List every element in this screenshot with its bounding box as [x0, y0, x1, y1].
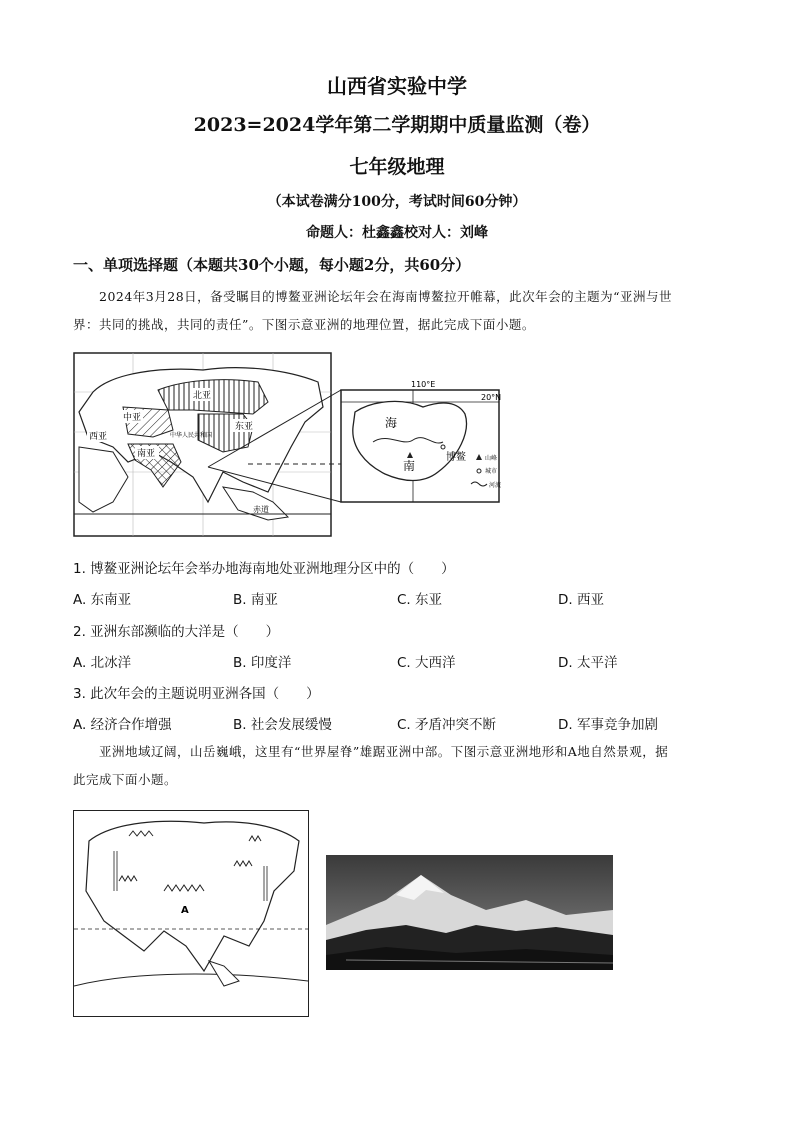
passage-1 [73, 283, 723, 339]
q3-option-c[interactable]: C. 矛盾冲突不断 [397, 717, 497, 733]
subject-title: 七年级地理 [349, 156, 445, 178]
inset-label-city: 博鳌 [446, 452, 466, 463]
legend-mountain: 山峰 [485, 455, 498, 462]
mountain-photo-svg [326, 855, 613, 970]
label-west-asia: 西亚 [89, 432, 108, 442]
passage-2-line-2: 此完成下面小题。 [73, 772, 178, 787]
label-central-asia: 中亚 [123, 413, 142, 423]
inset-label-hai: 海 [385, 416, 398, 430]
q1-option-d[interactable]: D. 西亚 [558, 592, 604, 608]
asia-location-map [73, 352, 523, 538]
legend-city-icon [477, 469, 481, 473]
label-china: 中华人民共和国 [170, 432, 213, 439]
q2-option-a[interactable]: A. 北冰洋 [73, 655, 132, 671]
q1-option-c[interactable]: C. 东亚 [397, 592, 443, 608]
question-2-stem: 2. 亚洲东部濒临的大洋是（ ） [73, 624, 280, 640]
asia-terrain-map [73, 810, 309, 1017]
q2-option-d[interactable]: D. 太平洋 [558, 655, 618, 671]
exam-info: （本试卷满分100分，考试时间60分钟） [267, 194, 527, 210]
school-name: 山西省实验中学 [327, 74, 467, 98]
label-east-asia: 东亚 [235, 422, 254, 432]
question-1-stem: 1. 博鳌亚洲论坛年会举办地海南地处亚洲地理分区中的（ ） [73, 561, 455, 577]
question-3-stem: 3. 此次年会的主题说明亚洲各国（ ） [73, 686, 320, 702]
asia-location-map-svg [73, 352, 523, 538]
passage-1-line-2: 界：共同的挑战，共同的责任”。下图示意亚洲的地理位置，据此完成下面小题。 [73, 317, 535, 332]
q3-option-a[interactable]: A. 经济合作增强 [73, 717, 172, 733]
q1-option-b[interactable]: B. 南亚 [233, 592, 278, 608]
q1-option-a[interactable]: A. 东南亚 [73, 592, 132, 608]
q3-option-d[interactable]: D. 军事竞争加剧 [558, 717, 658, 733]
q2-option-c[interactable]: C. 大西洋 [397, 655, 456, 671]
inset-lat-label: 20°N [481, 393, 502, 402]
q3-option-b[interactable]: B. 社会发展缓慢 [233, 717, 332, 733]
inset-lon-label: 110°E [411, 380, 436, 389]
exam-title: 2023=2024学年第二学期期中质量监测（卷） [193, 114, 601, 136]
legend-river: 河流 [489, 482, 502, 489]
terrain-point-a: A [181, 905, 189, 916]
label-north-asia: 北亚 [193, 391, 212, 401]
passage-2-line-1: 亚洲地域辽阔，山岳巍峨，这里有“世界屋脊”雄踞亚洲中部。下图示意亚洲地形和A地自然景观，据 [99, 744, 669, 759]
label-south-asia: 南亚 [137, 449, 156, 459]
mountain-landscape-photo [326, 855, 613, 970]
legend-city: 城市 [485, 468, 498, 475]
asia-terrain-map-svg [74, 811, 308, 1016]
section-heading: 一、单项选择题（本题共30个小题，每小题2分，共60分） [73, 256, 471, 274]
inset-label-nan: 南 [403, 459, 416, 473]
label-equator: 赤道 [253, 505, 269, 514]
authors-line: 命题人：杜鑫鑫校对人：刘峰 [306, 225, 488, 241]
passage-2 [73, 738, 723, 794]
q2-option-b[interactable]: B. 印度洋 [233, 655, 292, 671]
passage-1-line-1: 2024年3月28日，备受瞩目的博鳌亚洲论坛年会在海南博鳌拉开帷幕，此次年会的主题为“亚洲与世 [99, 289, 673, 304]
